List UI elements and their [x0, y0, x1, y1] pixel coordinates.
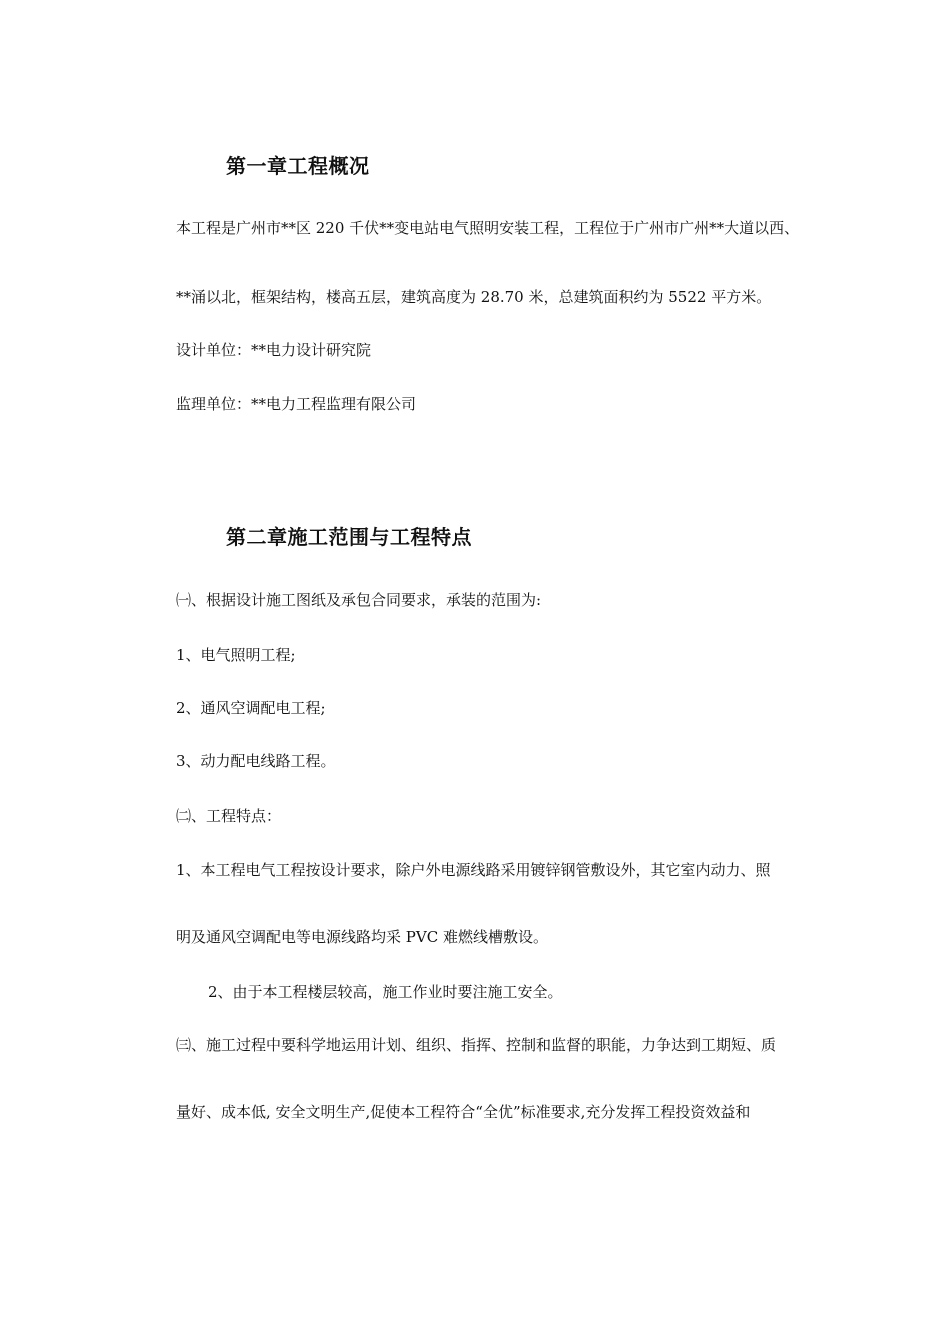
feature1-line1: 1、本工程电气工程按设计要求，除户外电源线路采用镀锌钢管敷设外，其它室内动力、照 — [176, 861, 771, 879]
chapter1-title: 第一章工程概况 — [226, 154, 370, 178]
scope-item-2: 2、通风空调配电工程; — [176, 699, 326, 717]
chapter2-title: 第二章施工范围与工程特点 — [226, 525, 472, 549]
scope-item-3: 3、动力配电线路工程。 — [176, 752, 336, 770]
section3-line2: 量好、成本低, 安全文明生产,促使本工程符合“全优”标准要求,充分发挥工程投资效益和 — [176, 1103, 751, 1121]
scope-item-1: 1、电气照明工程; — [176, 646, 296, 664]
section2-intro: ㈡、工程特点： — [176, 807, 282, 825]
section3-line1: ㈢、施工过程中要科学地运用计划、组织、指挥、控制和监督的职能，力争达到工期短、质 — [176, 1036, 777, 1054]
chapter1-para1-line1: 本工程是广州市**区 220 千伏**变电站电气照明安装工程，工程位于广州市广州**大道以西、 — [176, 219, 800, 237]
design-unit: 设计单位：**电力设计研究院 — [176, 341, 372, 359]
feature2: 2、由于本工程楼层较高，施工作业时要注施工安全。 — [208, 983, 563, 1001]
feature1-line2: 明及通风空调配电等电源线路均采 PVC 难燃线槽敷设。 — [176, 928, 548, 946]
section1-intro: ㈠、根据设计施工图纸及承包合同要求，承装的范围为: — [176, 591, 542, 609]
supervision-unit: 监理单位：**电力工程监理有限公司 — [176, 395, 417, 413]
chapter1-para1-line2: **涌以北，框架结构，楼高五层，建筑高度为 28.70 米，总建筑面积约为 5522 平方米。 — [176, 288, 772, 306]
